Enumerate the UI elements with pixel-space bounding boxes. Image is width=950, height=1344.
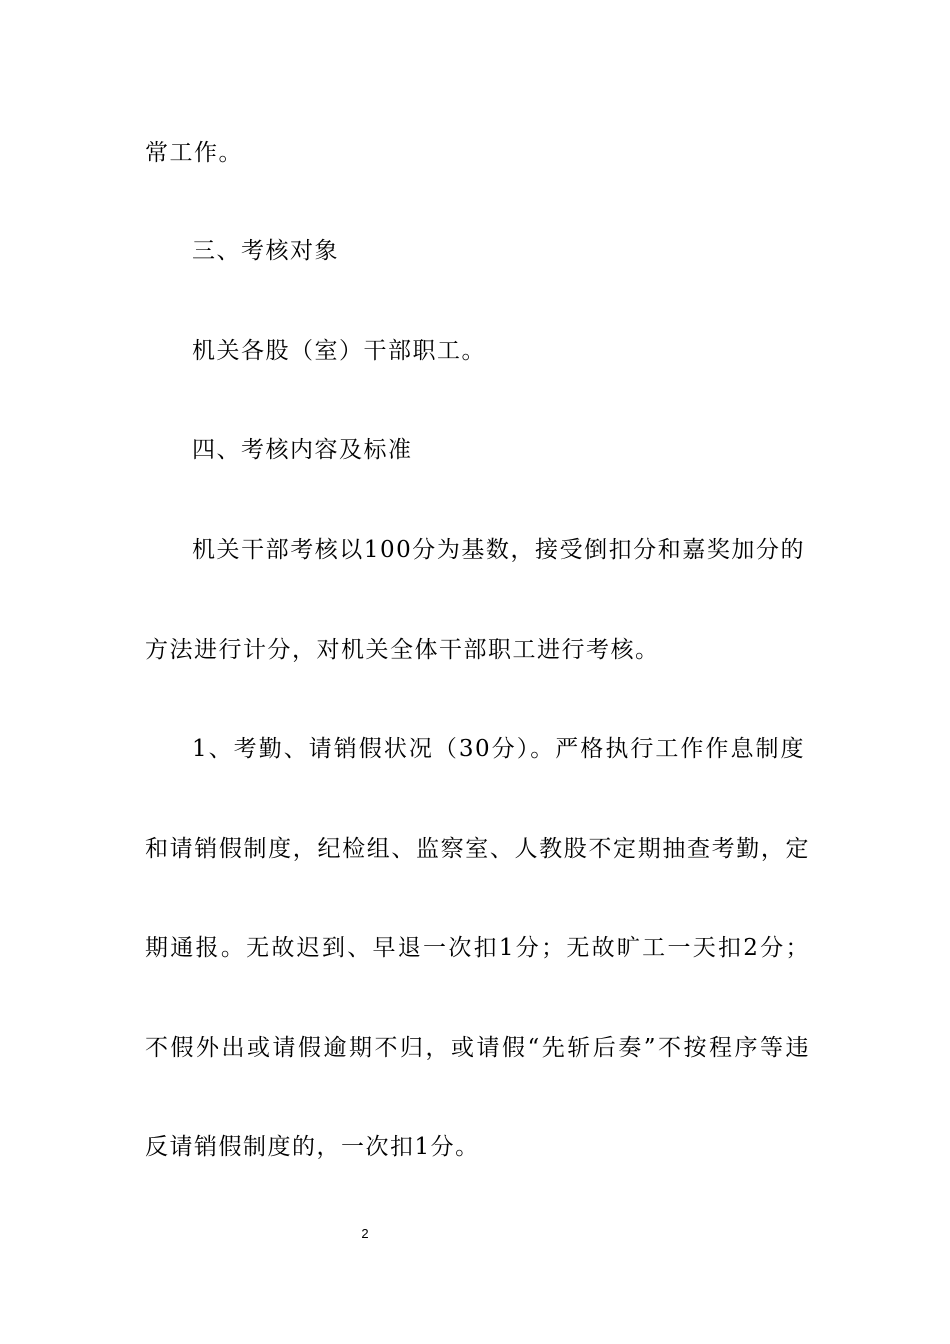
paragraph-line: 1、考勤、请销假状况（30分）。严格执行工作作息制度: [192, 736, 805, 762]
page-number: 2: [361, 1226, 369, 1241]
paragraph-line: 不假外出或请假逾期不归，或请假“先斩后奏”不按程序等违: [145, 1035, 810, 1061]
paragraph-line: 常工作。: [145, 140, 243, 166]
paragraph-line: 反请销假制度的，一次扣1分。: [145, 1134, 480, 1160]
paragraph-line: 机关干部考核以100分为基数，接受倒扣分和嘉奖加分的: [192, 537, 805, 563]
paragraph-line: 和请销假制度，纪检组、监察室、人教股不定期抽查考勤，定: [145, 836, 810, 862]
section-heading: 四、考核内容及标准: [192, 437, 413, 463]
paragraph-line: 期通报。无故迟到、早退一次扣1分；无故旷工一天扣2分；: [145, 935, 810, 961]
paragraph-line: 机关各股（室）干部职工。: [192, 338, 486, 364]
section-heading: 三、考核对象: [192, 238, 339, 264]
paragraph-line: 方法进行计分，对机关全体干部职工进行考核。: [145, 637, 660, 663]
